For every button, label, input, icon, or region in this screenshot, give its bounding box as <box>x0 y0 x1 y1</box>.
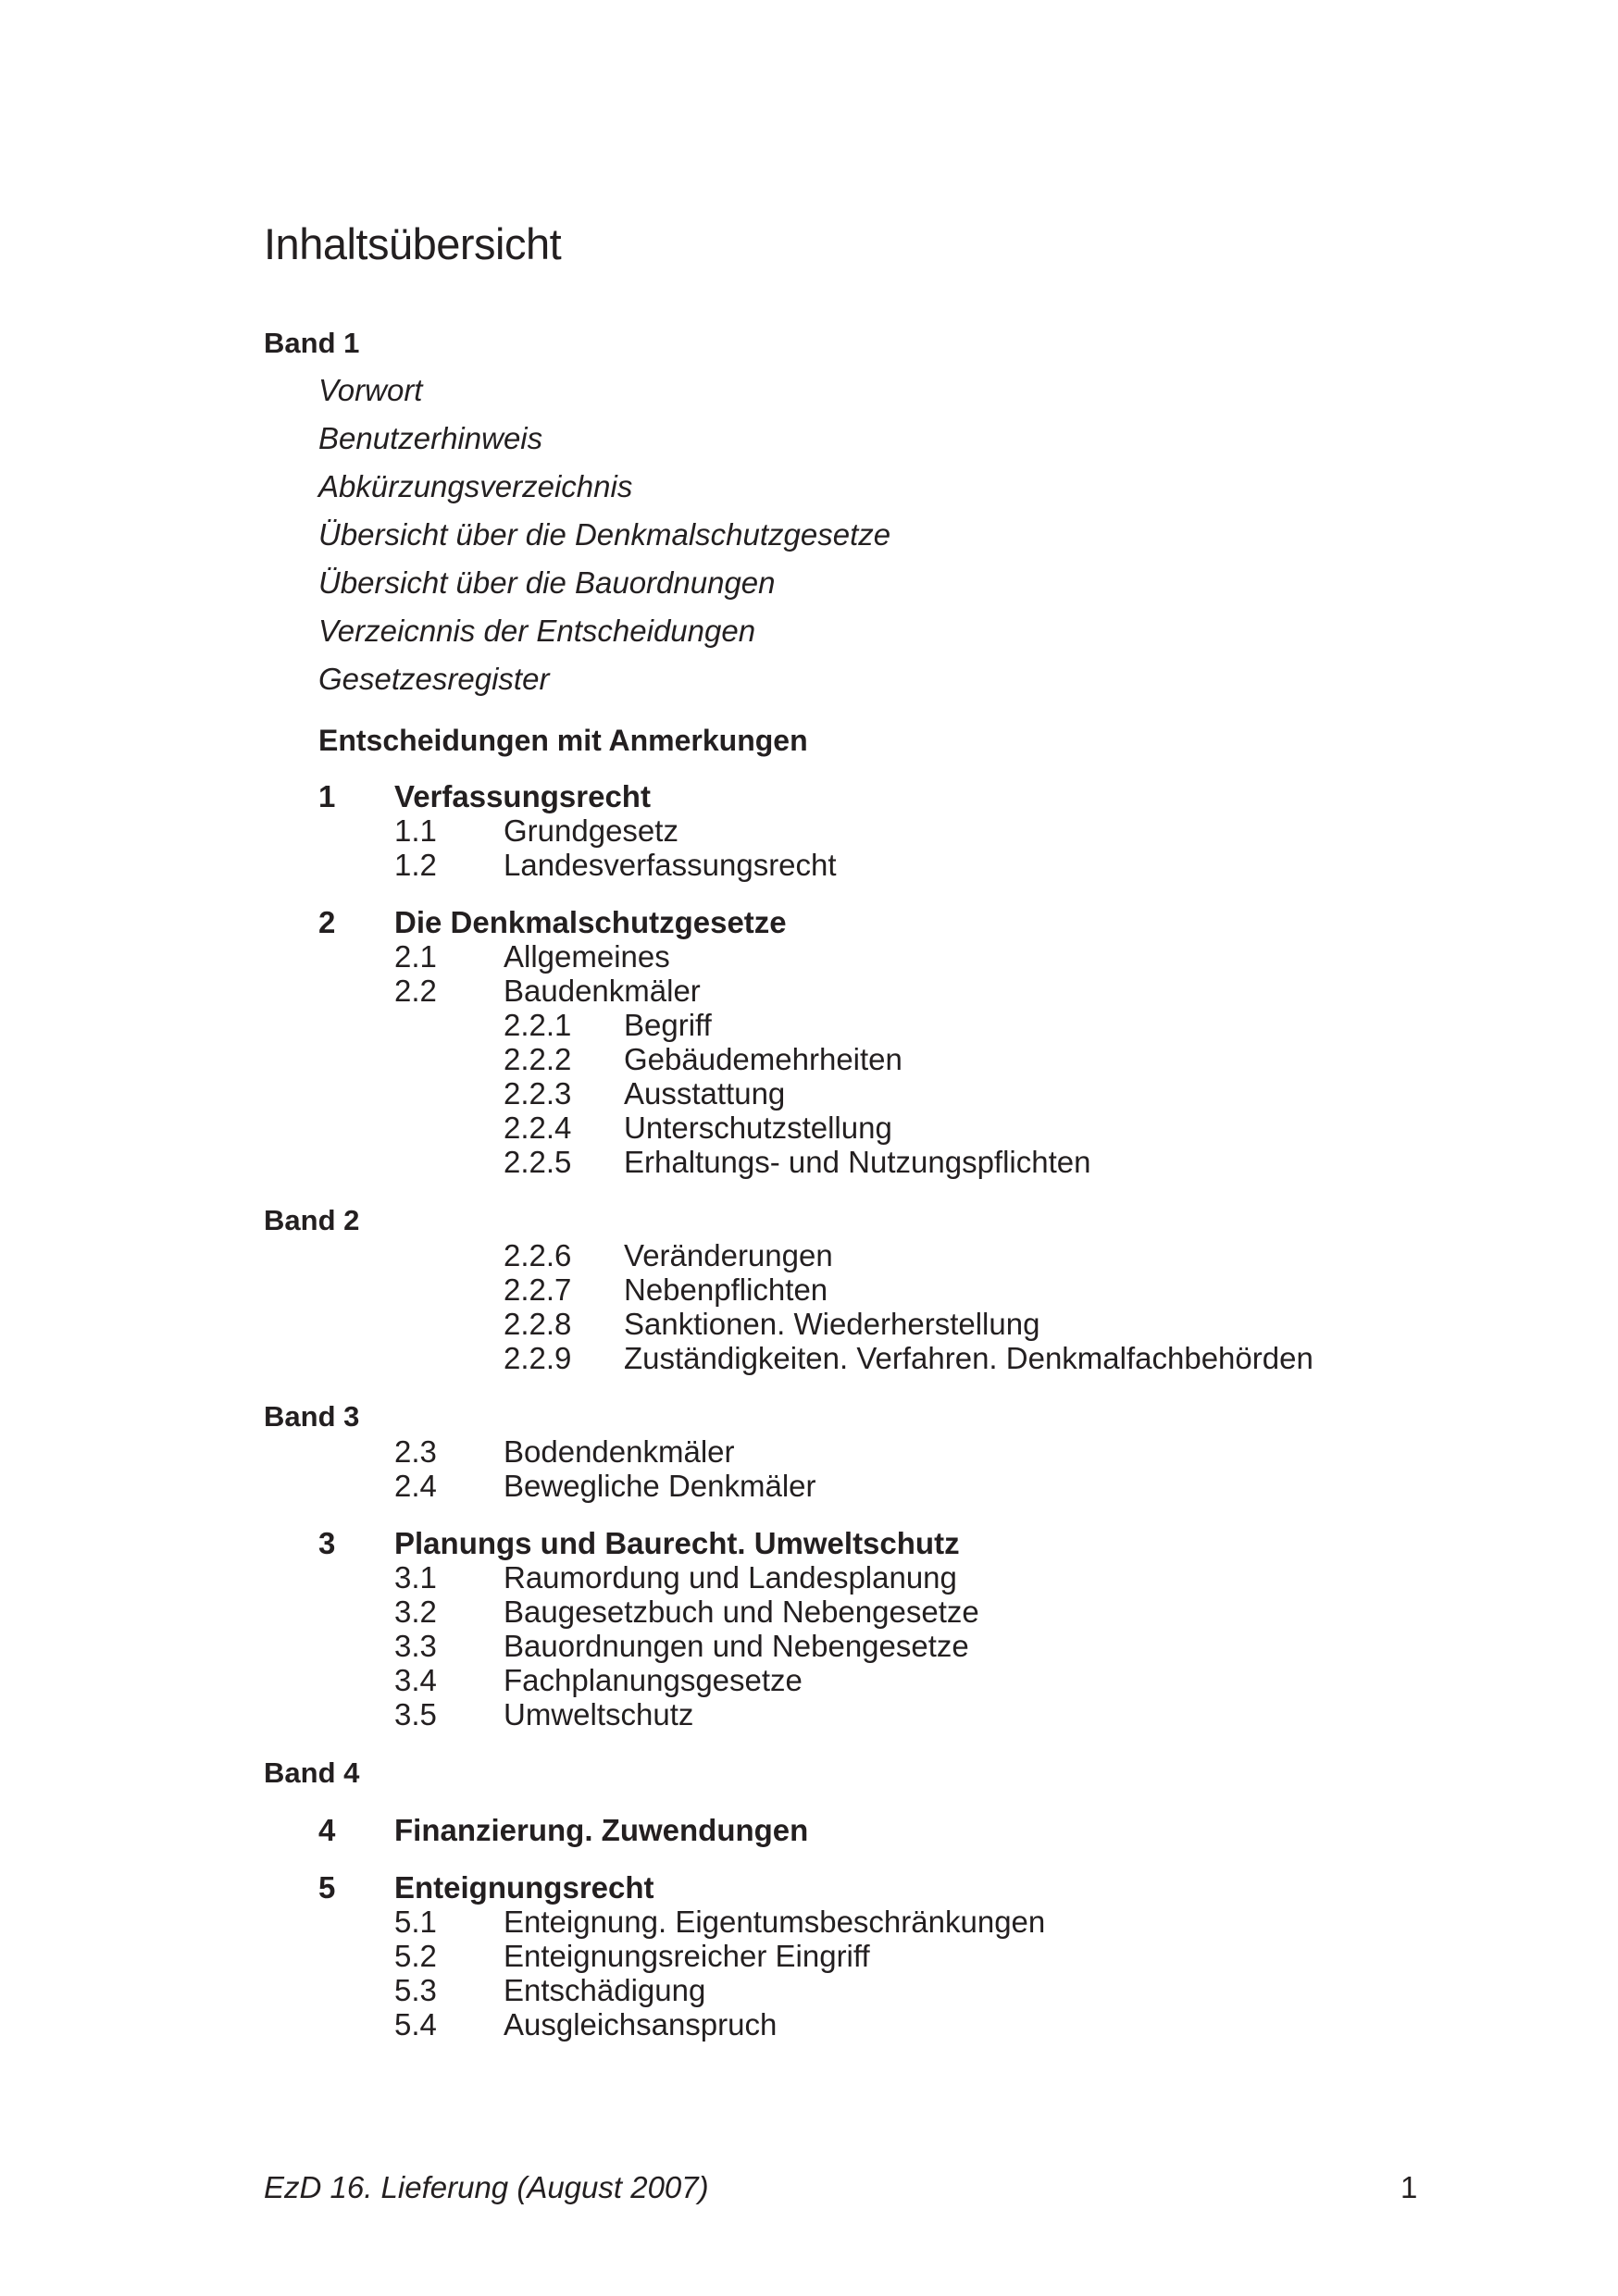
entry-number: 3.3 <box>394 1629 437 1663</box>
front-matter-benutzerhinweis: Benutzerhinweis <box>318 421 543 455</box>
entry-number: 2.2.5 <box>504 1145 572 1179</box>
entry-title: Allgemeines <box>504 939 670 974</box>
entry-title: Ausstattung <box>624 1076 786 1111</box>
entry-title: Raumordung und Landesplanung <box>504 1560 957 1595</box>
chapter-number: 2 <box>318 905 336 939</box>
chapter-title: Finanzierung. Zuwendungen <box>394 1813 809 1847</box>
entry-title: Enteignungsreicher Eingriff <box>504 1939 870 1973</box>
entry-title: Baudenkmäler <box>504 974 701 1008</box>
entry-title: Grundgesetz <box>504 813 678 848</box>
chapter-title: Verfassungsrecht <box>394 779 651 813</box>
entry-number: 2.3 <box>394 1434 437 1469</box>
entry-number: 2.2.2 <box>504 1042 572 1076</box>
entry-title: Enteignung. Eigentumsbeschränkungen <box>504 1905 1046 1939</box>
entry-number: 2.2.3 <box>504 1076 572 1111</box>
entry-number: 2.2.7 <box>504 1272 572 1307</box>
entry-title: Baugesetzbuch und Nebengesetze <box>504 1595 979 1629</box>
entry-title: Unterschutzstellung <box>624 1111 892 1145</box>
chapter-title: Die Denkmalschutzgesetze <box>394 905 787 939</box>
chapter-number: 3 <box>318 1526 336 1560</box>
front-matter-denkmalschutzgesetze: Übersicht über die Denkmalschutzgesetze <box>318 517 891 552</box>
entry-number: 2.4 <box>394 1469 437 1503</box>
footer-edition: EzD 16. Lieferung (August 2007) <box>264 2170 709 2204</box>
page-number: 1 <box>1400 2170 1418 2204</box>
band-4-heading: Band 4 <box>264 1756 360 1789</box>
entry-number: 2.2.8 <box>504 1307 572 1341</box>
front-matter-entscheidungen: Verzeicnnis der Entscheidungen <box>318 614 756 648</box>
front-matter-abkuerzungen: Abkürzungsverzeichnis <box>318 469 633 503</box>
band-1-heading: Band 1 <box>264 327 360 359</box>
chapter-number: 5 <box>318 1870 336 1905</box>
entry-number: 2.2.1 <box>504 1008 572 1042</box>
entry-title: Sanktionen. Wiederherstellung <box>624 1307 1040 1341</box>
entry-title: Erhaltungs- und Nutzungspflichten <box>624 1145 1091 1179</box>
entry-number: 5.3 <box>394 1973 437 2007</box>
entry-title: Veränderungen <box>624 1238 833 1272</box>
entry-title: Landesverfassungsrecht <box>504 848 837 882</box>
entry-number: 1.1 <box>394 813 437 848</box>
entry-number: 2.2.6 <box>504 1238 572 1272</box>
entry-title: Bauordnungen und Nebengesetze <box>504 1629 969 1663</box>
entry-title: Bewegliche Denkmäler <box>504 1469 816 1503</box>
front-matter-vorwort: Vorwort <box>318 373 423 407</box>
entry-number: 5.1 <box>394 1905 437 1939</box>
entry-number: 2.2 <box>394 974 437 1008</box>
chapter-number: 1 <box>318 779 336 813</box>
band-3-heading: Band 3 <box>264 1400 360 1433</box>
front-matter-gesetzesregister: Gesetzesregister <box>318 662 550 696</box>
entry-title: Zuständigkeiten. Verfahren. Denkmalfachbehörden <box>624 1341 1313 1375</box>
entry-title: Entschädigung <box>504 1973 706 2007</box>
entry-title: Bodendenkmäler <box>504 1434 735 1469</box>
entry-title: Nebenpflichten <box>624 1272 828 1307</box>
entry-title: Umweltschutz <box>504 1697 694 1731</box>
chapter-number: 4 <box>318 1813 336 1847</box>
entry-number: 3.2 <box>394 1595 437 1629</box>
entry-number: 2.2.9 <box>504 1341 572 1375</box>
entry-number: 3.4 <box>394 1663 437 1697</box>
entry-title: Ausgleichsanspruch <box>504 2007 778 2042</box>
chapter-title: Planungs und Baurecht. Umweltschutz <box>394 1526 960 1560</box>
entry-title: Fachplanungsgesetze <box>504 1663 803 1697</box>
section-heading: Entscheidungen mit Anmerkungen <box>318 724 808 757</box>
entry-number: 2.1 <box>394 939 437 974</box>
entry-number: 5.2 <box>394 1939 437 1973</box>
page-title: Inhaltsübersicht <box>264 219 562 268</box>
entry-number: 5.4 <box>394 2007 437 2042</box>
entry-number: 1.2 <box>394 848 437 882</box>
entry-number: 2.2.4 <box>504 1111 572 1145</box>
band-2-heading: Band 2 <box>264 1204 360 1236</box>
entry-number: 3.5 <box>394 1697 437 1731</box>
entry-title: Begriff <box>624 1008 712 1042</box>
entry-number: 3.1 <box>394 1560 437 1595</box>
front-matter-bauordnungen: Übersicht über die Bauordnungen <box>318 565 776 600</box>
entry-title: Gebäudemehrheiten <box>624 1042 902 1076</box>
chapter-title: Enteignungsrecht <box>394 1870 654 1905</box>
